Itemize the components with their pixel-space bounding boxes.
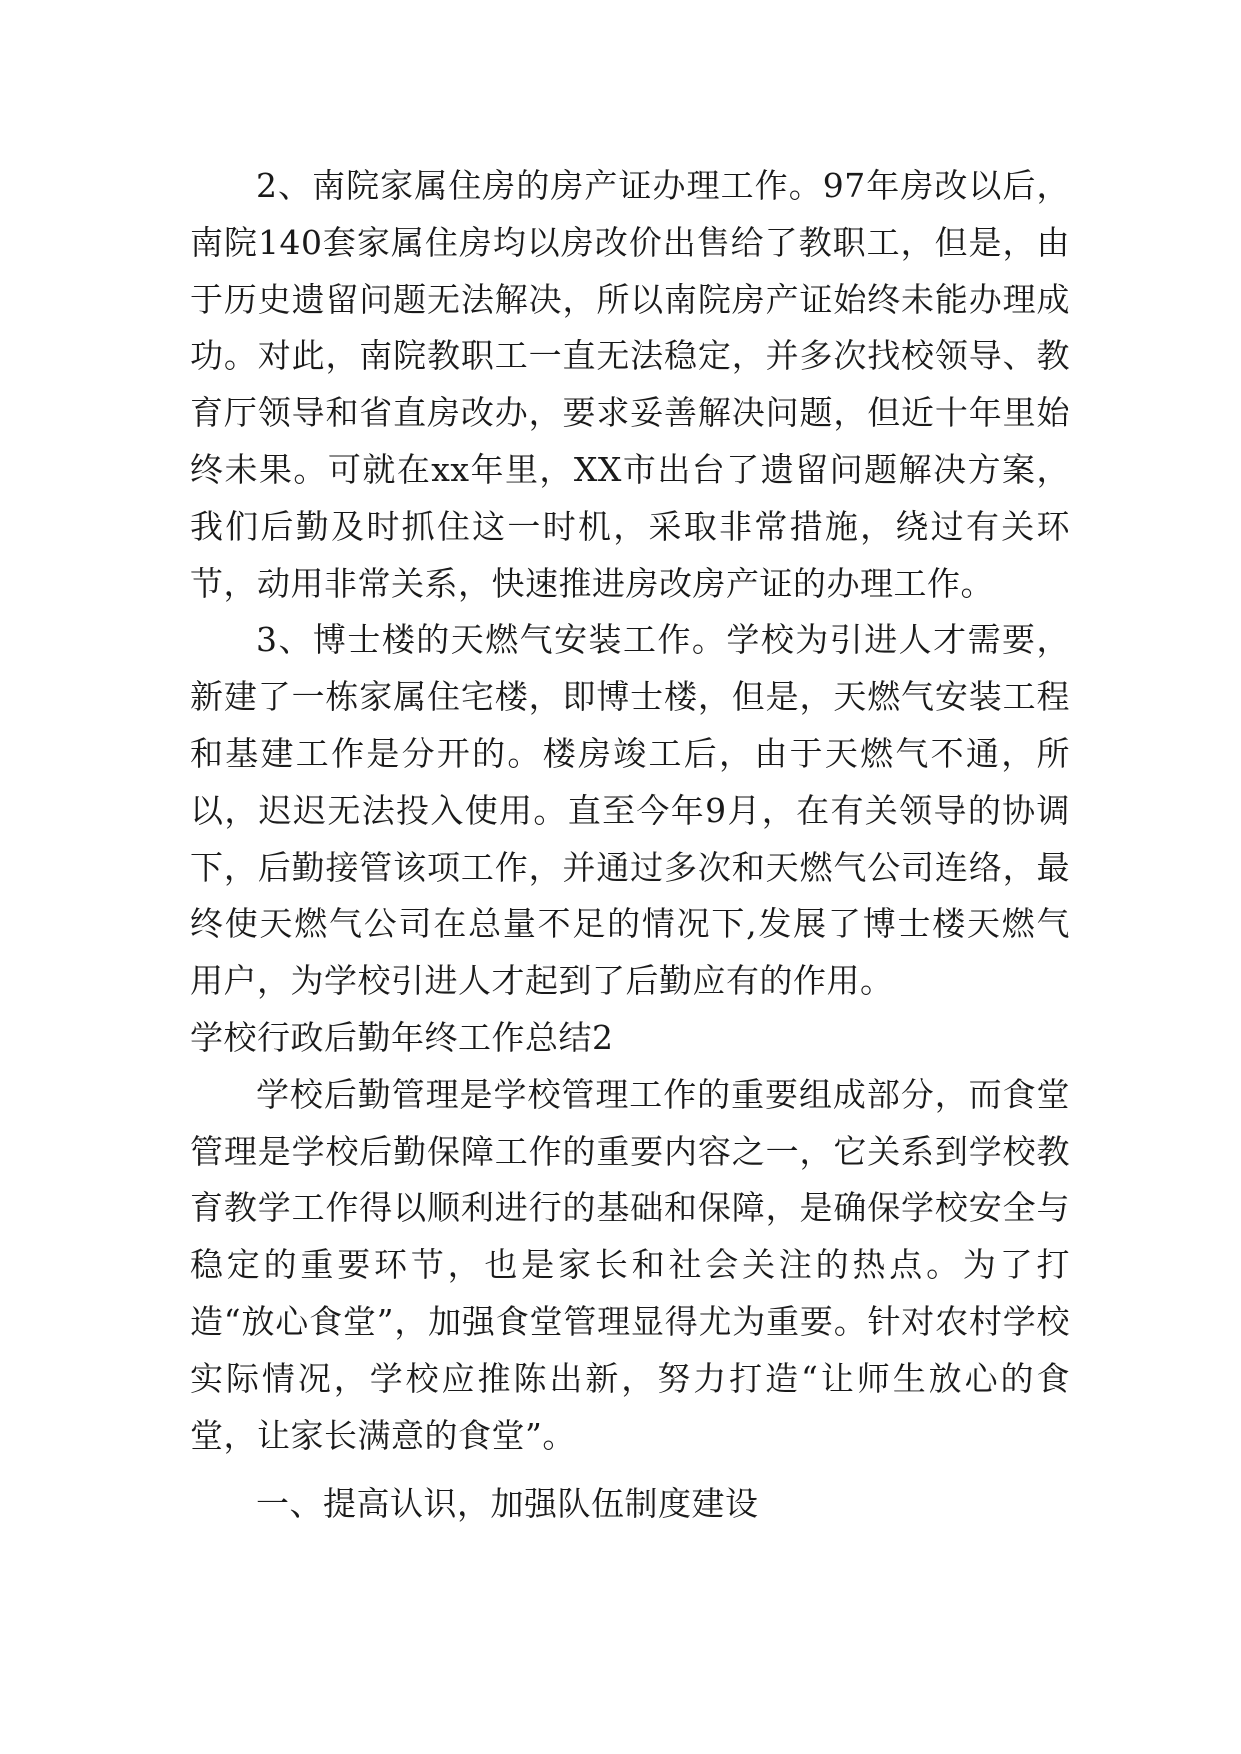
document-page [190, 158, 1070, 1533]
paragraph-housing-certificate: 2、南院家属住房的房产证办理工作。97年房改以后，南院140套家属住房均以房改价出售给了教职工，但是，由于历史遗留问题无法解决，所以南院房产证始终未能办理成功。对此，南院教职工一直无法稳定，并多次找校领导、教育厅领导和省直房改办，要求妥善解决问题，但近十年里始终未果。可就在xx年里，XX市出台了遗留问题解决方案，我们后勤及时抓住这一时机，采取非常措施，绕过有关环节，动用非常关系，快速推进房改房产证的办理工作。 [190, 166, 1070, 603]
paragraph-canteen-intro: 学校后勤管理是学校管理工作的重要组成部分，而食堂管理是学校后勤保障工作的重要内容之一，它关系到学校教育教学工作得以顺利进行的基础和保障，是确保学校安全与稳定的重要环节，也是家长和社会关注的热点。为了打造“放心食堂”，加强食堂管理显得尤为重要。针对农村学校实际情况，学校应推陈出新，努力打造“让师生放心的食堂，让家长满意的食堂”。 [190, 1074, 1070, 1455]
subheading-team-building: 一、提高认识，加强队伍制度建设 [256, 1484, 759, 1524]
section-title: 学校行政后勤年终工作总结2 [190, 1017, 614, 1057]
spacer [190, 1464, 1070, 1476]
paragraph-gas-installation: 3、博士楼的天燃气安装工作。学校为引进人才需要，新建了一栋家属住宅楼，即博士楼，但是，天燃气安装工程和基建工作是分开的。楼房竣工后，由于天燃气不通，所以，迟迟无法投入使用。直至今年9月，在有关领导的协调下，后勤接管该项工作，并通过多次和天燃气公司连络，最终使天燃气公司在总量不足的情况下,发展了博士楼天燃气用户，为学校引进人才起到了后勤应有的作用。 [190, 620, 1070, 1001]
